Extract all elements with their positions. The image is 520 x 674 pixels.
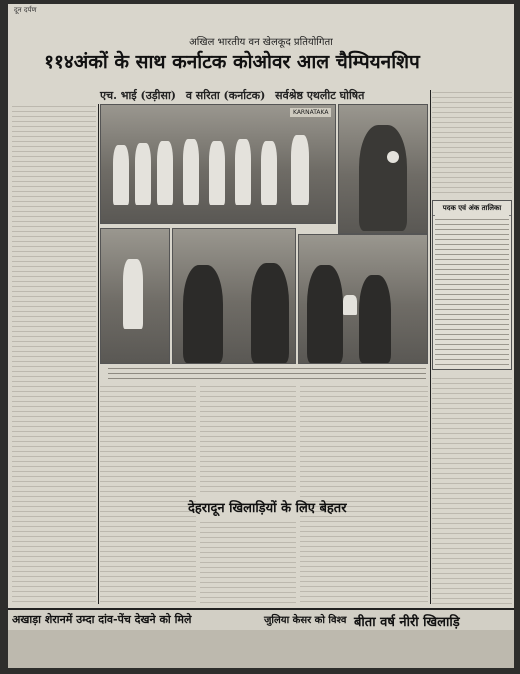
athlete-figure xyxy=(123,259,143,329)
athlete-photo xyxy=(100,228,170,364)
right-lower-text-column xyxy=(300,384,428,604)
right-text-column xyxy=(432,90,512,196)
headline: ११४अंकों के साथ कर्नाटक कोओवर आल चैम्पियनशिप xyxy=(44,51,420,73)
middle-text-column xyxy=(100,384,196,604)
left-text-column xyxy=(12,104,96,604)
mid-headline: देहरादून खिलाड़ियों के लिए बेहतर xyxy=(188,501,347,516)
subhead-part2: व सरिता (कर्नाटक) xyxy=(185,89,266,102)
bottom-headline-strip xyxy=(8,608,514,630)
official-figure xyxy=(307,265,343,363)
medal-tally-box xyxy=(432,200,512,370)
player-figure xyxy=(135,143,151,205)
center-lower-text-column xyxy=(200,520,296,604)
supertitle: अखिल भारतीय वन खेलकूद प्रतियोगिता xyxy=(189,37,333,48)
subhead-part1: एच. भाई (उड़ीसा) xyxy=(100,89,176,102)
player-figure xyxy=(235,139,251,205)
player-figure xyxy=(183,139,199,205)
medal-tally-title: पदक एवं अंक तालिका xyxy=(433,201,511,216)
player-figure xyxy=(291,135,309,205)
trophy-photo xyxy=(298,234,428,364)
column-rule xyxy=(98,104,99,604)
dignitary-photo xyxy=(338,104,428,234)
player-figure xyxy=(209,141,225,205)
team-photo xyxy=(100,104,336,224)
award-photo xyxy=(172,228,296,364)
far-right-lower-text-column xyxy=(432,376,512,604)
medal-badge xyxy=(387,151,399,163)
dignitary-figure xyxy=(359,125,407,231)
photo-caption xyxy=(108,366,426,380)
subhead-part3: सर्वश्रेष्ठ एथलीट घोषित xyxy=(275,89,365,102)
presenter-figure xyxy=(183,265,223,363)
trophy xyxy=(343,295,357,315)
team-banner: KARNATAKA xyxy=(290,108,331,117)
subhead xyxy=(100,88,370,103)
player-figure xyxy=(157,141,173,205)
bottom-headline-right: बीता वर्ष नीरी खिलाड़ि xyxy=(354,615,460,630)
masthead: दून दर्पण xyxy=(14,6,37,14)
medal-tally-rows xyxy=(435,215,509,367)
bottom-headline-middle: जुलिया केसर को विश्व xyxy=(264,615,347,626)
winner-figure xyxy=(359,275,391,363)
player-figure xyxy=(113,145,129,205)
newspaper-page xyxy=(8,4,514,668)
recipient-figure xyxy=(251,263,289,363)
player-figure xyxy=(261,141,277,205)
bottom-headline-left: अखाड़ा शेरानमें उम्दा दांव-पेंच देखने को मिले xyxy=(12,613,192,626)
center-text-column xyxy=(200,384,296,494)
lower-page-edge xyxy=(8,630,514,668)
column-rule xyxy=(430,90,431,604)
